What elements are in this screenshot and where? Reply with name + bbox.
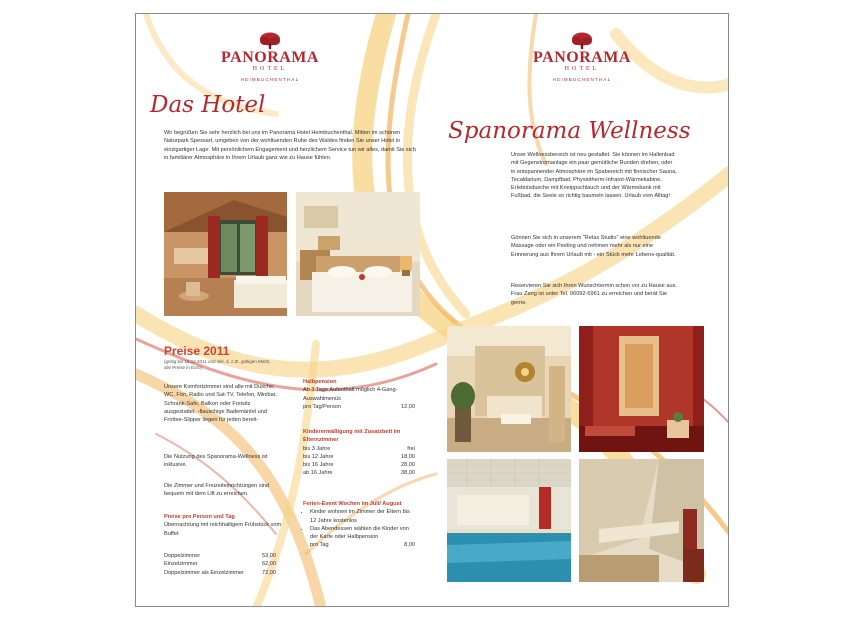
hotel-intro: Wir begrüßen Sie sehr herzlich bei uns im Panorama Hotel Heimbuchenthal. Mitten im schönen Naturpark Spessart, umgeben von der wohltuenden Ruhe des Waldes finden Sie unser Hotel in einzigartiger Lage. Mit persönlichem Engagement und herzlichem Service tun wir alles, damit Sie sich in familiärer Atmosphäre in Ihrem Urlaub ganz wie zu Hause fühlen. — [164, 130, 416, 161]
event-list — [303, 508, 415, 541]
prices-note: (gültig bis 19.12.2011 und inkl. d. z.Zt. gültigen MwSt, alle Preise in Euro) — [164, 359, 271, 370]
prices-title: Preise 2011 — [164, 344, 230, 358]
price-row: Einzelzimmer 62,00 — [164, 561, 276, 568]
halfboard-section — [303, 378, 415, 411]
wellness-p3: Reservieren Sie sich Ihren Wunschtermin schon vor zu Hause aus. Frau Zang ist unter Tel. 06092-6961 zu erreichen und berät Sie gerne. — [511, 283, 677, 306]
halfboard-head: Halbpension — [303, 379, 337, 385]
per-person-sub: Übernachtung mit reichhaltigem Frühstück vom Buffet — [164, 522, 282, 537]
per-person-section — [164, 513, 282, 538]
price-row: bis 12 Jahre 18,00 — [303, 453, 415, 460]
brochure-sheet — [135, 13, 729, 607]
children-head: Kinderermäßigung mit Zusatzbett im Elternzimmer — [303, 429, 401, 444]
price-row: bis 3 Jahre frei — [303, 445, 415, 452]
tree-icon — [570, 32, 594, 50]
spa-photo-warm-bench — [579, 326, 704, 452]
hotel-room-photo-2 — [296, 192, 420, 316]
children-section — [303, 428, 415, 478]
right-title: Spanorama Wellness — [448, 118, 691, 144]
logo-brand: PANORAMA — [221, 49, 319, 66]
halfboard-text: Ab 3 Tage Aufenthalt möglich 4-Gang-Auswahlmenüs — [303, 387, 398, 402]
tree-icon — [258, 32, 282, 50]
price-row: pro Tag 8,00 — [310, 542, 415, 549]
spa-photo-pool — [447, 459, 571, 582]
wellness-p1: Unser Wellnessbereich ist neu gestaltet. Sie können im Hallenbad mit Gegenstromanlage ein paar gemütliche Runden drehen, oder in entspannender Atmosphäre im Spabereich mit finnischer Sauna, Tecaldarium, Dampfbad, Physiotherm-Infrarot-Wärmekabine, Erlebnisdusche mit Kneippschlauch und der Wärmebank mit Fußbad, die Seele so richtig baumeln lassen. Urlaub vom Alltag! — [511, 152, 677, 200]
wellness-p2: Gönnen Sie sich in unserem "Relax Studio" eine wohltuende Massage oder ein Peeling und nehmen mehr als nur eine Erinnerung aus Ihrem Urlaub mit - ein Stück mehr Lebens-qualität. — [511, 235, 676, 258]
price-row: Doppelzimmer 53,00 — [164, 553, 276, 559]
list-item: • Kinder wohnen im Zimmer der Eltern bis 12 Jahre kostenlos — [310, 508, 415, 525]
price-row: pro Tag/Person 12,00 — [303, 403, 415, 410]
logo-place: HEIMBUCHENTHAL — [552, 77, 612, 82]
hotel-logo-right — [512, 32, 652, 82]
rooms-text: Unsere Komfortzimmer sind alle mit Dusche, WC, Fön, Radio und Sat-TV, Telefon, Minibar, Schrank-Safe, Balkon oder Freisitz ausgestattet. -flauschige Bademäntel und Frottee-Slipper liegen für jeden bereit- — [164, 384, 277, 424]
logo-sub: HOTEL — [564, 66, 600, 72]
wellness-included-text: Die Nutzung des Spanorama-Wellness ist inklusive. — [164, 454, 268, 469]
logo-brand: PANORAMA — [533, 49, 631, 66]
logo-sub: HOTEL — [252, 66, 288, 72]
event-head: Ferien-Event Wochen im Juli/ August — [303, 501, 402, 507]
room-price-list — [164, 552, 276, 577]
price-row: ab 16 Jahre 38,00 — [303, 470, 415, 477]
lift-text: Die Zimmer und Freizeiteinrichtungen sind bequem mit dem Lift zu erreichen. — [164, 483, 270, 498]
per-person-head: Preise pro Person und Tag — [164, 514, 235, 520]
list-item: • Das Abendessen wählen die Kinder von der Karte oder Halbpension — [310, 525, 415, 542]
event-section — [303, 500, 415, 550]
hotel-logo-left — [200, 32, 340, 82]
price-row: Doppelzimmer als Einzelzimmer 72,00 — [164, 569, 276, 576]
logo-place: HEIMBUCHENTHAL — [240, 77, 300, 82]
price-row: bis 16 Jahre 28,00 — [303, 462, 415, 469]
hotel-room-photo-1 — [164, 192, 287, 316]
spa-photo-lounge — [447, 326, 571, 452]
left-title: Das Hotel — [150, 92, 266, 118]
spa-photo-steam-room — [579, 459, 704, 582]
